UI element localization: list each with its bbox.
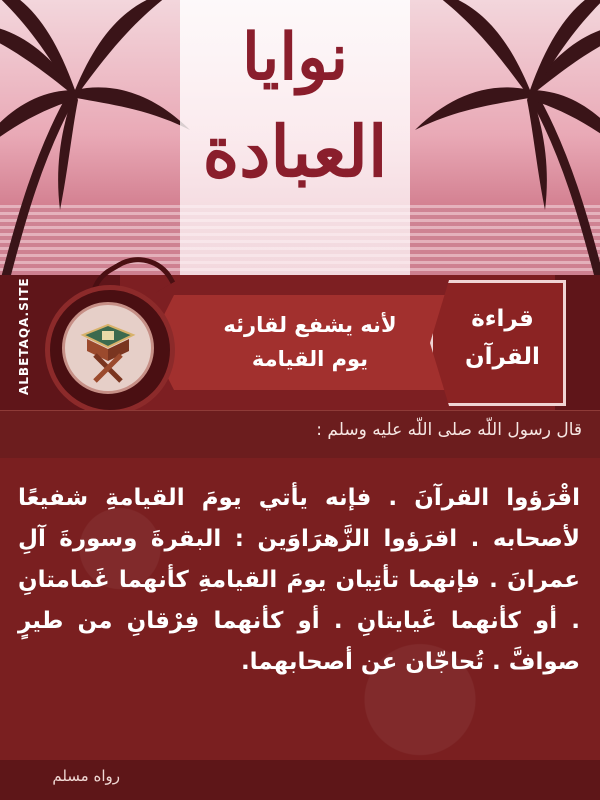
topic-text (445, 300, 560, 376)
site-label: ALBETAQA.SITE (17, 277, 31, 395)
palm-tree-icon (415, 0, 600, 300)
title-panel (180, 0, 410, 280)
reason-text (175, 308, 445, 376)
reason-line-2: يوم القيامة (251, 347, 369, 371)
palm-tree-icon (0, 0, 190, 300)
hadith-text: اقْرَؤوا القرآنَ . فإنه يأتي يومَ القيامةِ شفيعًا لأصحابه . اقرَؤوا الزَّهرَاوَين : البقرةَ وسورةَ آلِ عمرانَ . فإنهما تأتِيان يومَ القيامةِ كأنهما غَمامتانِ . أو كأنهما غَيايتانِ . أو كأنهما فِرْقانِ من طيرٍ صوافَّ . تُحاجّان عن أصحابهما. (18, 485, 580, 675)
topic-line-1: قراءة (471, 306, 534, 332)
quran-on-stand-icon (62, 302, 154, 394)
topic-line-2: القرآن (465, 344, 540, 370)
title-line-2: العبادة (202, 110, 388, 193)
narrator: رواه مسلم (52, 767, 120, 785)
intro-text: قال رسول اللّه صلى اللّه عليه وسلم : (316, 420, 582, 440)
reason-line-1: لأنه يشفع لقارئه (223, 313, 397, 337)
title-line-1: نوايا (242, 20, 348, 95)
